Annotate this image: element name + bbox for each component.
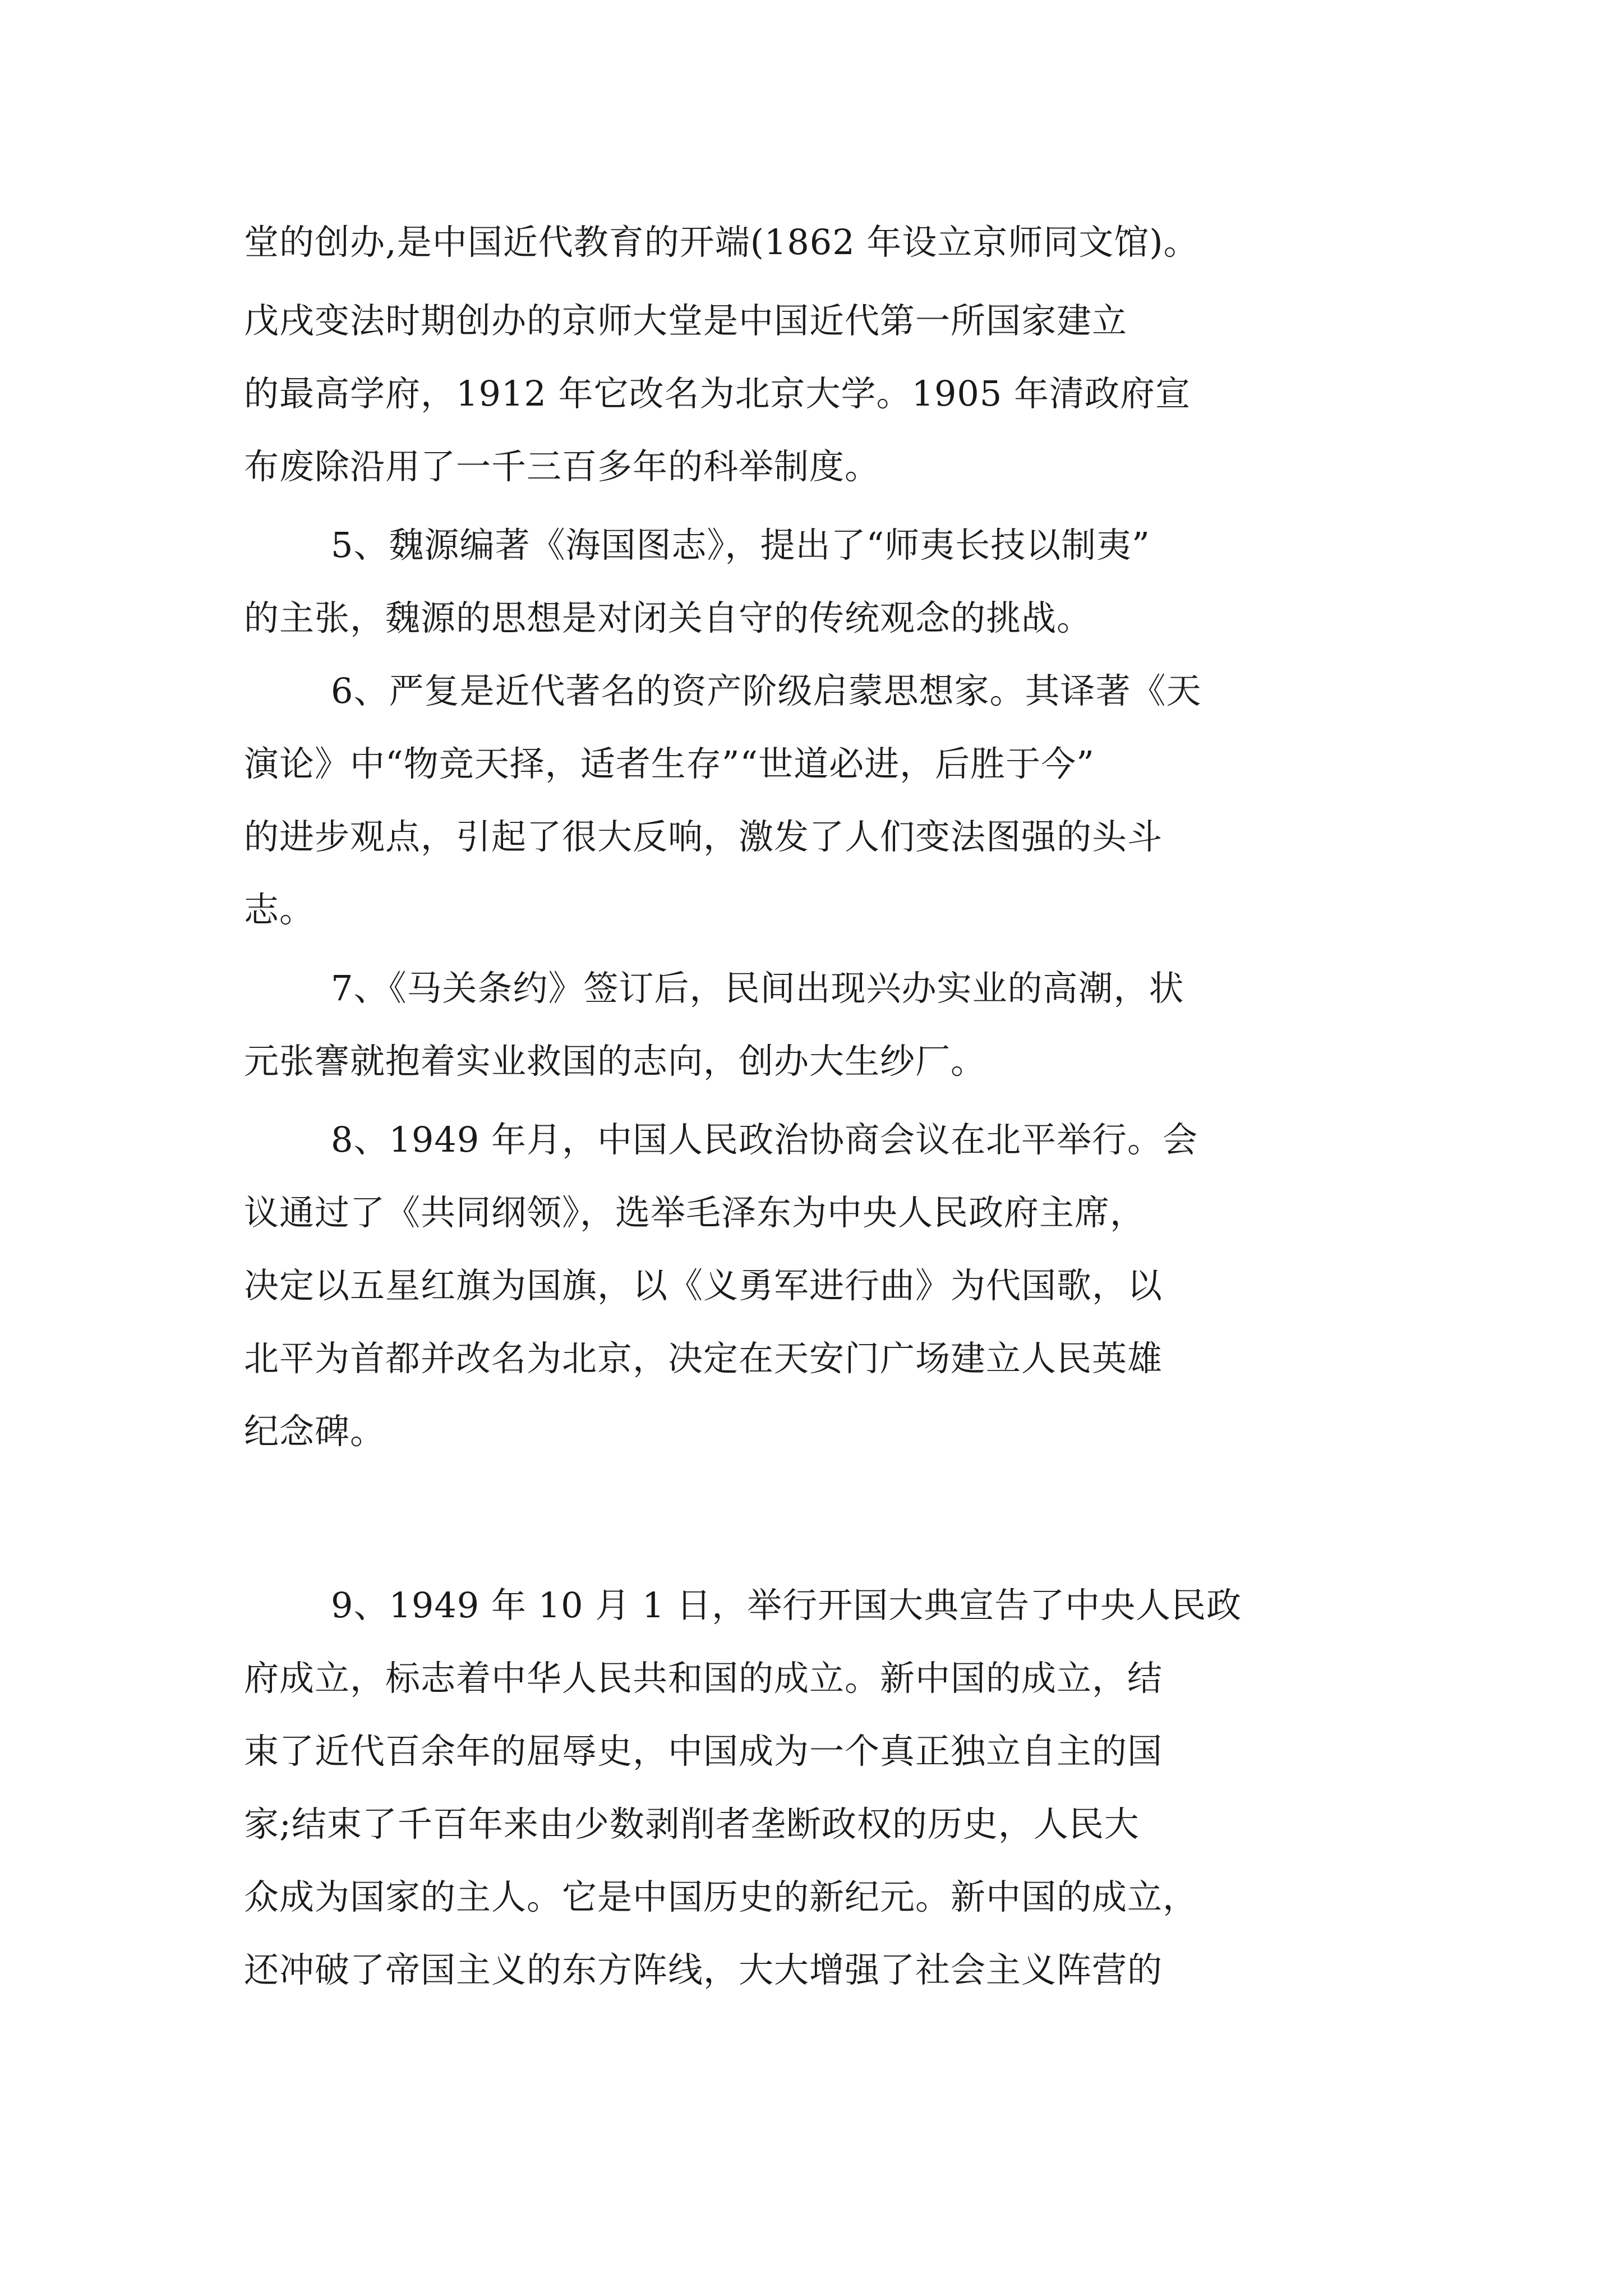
text-line: 府成立，标志着中华人民共和国的成立。新中国的成立，结 bbox=[244, 1658, 1163, 1699]
text-line: 还冲破了帝国主义的东方阵线，大大增强了社会主义阵营的 bbox=[244, 1949, 1163, 1990]
text-line: 元张謇就抱着实业救国的志向，创办大生纱厂。 bbox=[244, 1041, 986, 1082]
text-line: 纪念碑。 bbox=[244, 1411, 386, 1452]
text-line: 9、1949 年 10 月 1 日，举行开国大典宣告了中央人民政 bbox=[331, 1585, 1242, 1626]
text-line: 布废除沿用了一千三百多年的科举制度。 bbox=[244, 446, 880, 487]
text-line: 的进步观点，引起了很大反响，激发了人们变法图强的头斗 bbox=[244, 816, 1163, 857]
text-line: 堂的创办,是中国近代教育的开端(1862 年设立京师同文馆)。 bbox=[244, 222, 1199, 263]
text-line: 演论》中“物竞天择，适者生存”“世道必进，后胜于今” bbox=[244, 743, 1095, 784]
text-line: 8、1949 年月，中国人民政治协商会议在北平举行。会 bbox=[331, 1119, 1198, 1160]
text-line: 的主张，魏源的思想是对闭关自守的传统观念的挑战。 bbox=[244, 597, 1092, 638]
text-line: 议通过了《共同纲领》，选举毛泽东为中央人民政府主席， bbox=[244, 1192, 1146, 1233]
text-line: 众成为国家的主人。它是中国历史的新纪元。新中国的成立， bbox=[244, 1876, 1198, 1917]
text-line: 决定以五星红旗为国旗，以《义勇军进行曲》为代国歌，以 bbox=[244, 1265, 1163, 1306]
text-line: 7、《马关条约》签订后，民间出现兴办实业的高潮，状 bbox=[331, 968, 1184, 1009]
text-line: 志。 bbox=[244, 889, 315, 930]
text-line: 戊戌变法时期创办的京师大堂是中国近代第一所国家建立 bbox=[244, 300, 1128, 341]
text-line: 5、魏源编著《海国图志》，提出了“师夷长技以制夷” bbox=[331, 524, 1150, 565]
text-line: 北平为首都并改名为北京，决定在天安门广场建立人民英雄 bbox=[244, 1338, 1163, 1379]
text-line: 束了近代百余年的屈辱史，中国成为一个真正独立自主的国 bbox=[244, 1731, 1163, 1772]
text-line: 家;结束了千百年来由少数剥削者垄断政权的历史，人民大 bbox=[244, 1803, 1140, 1844]
text-line: 6、严复是近代著名的资产阶级启蒙思想家。其译著《天 bbox=[331, 670, 1202, 711]
text-line: 的最高学府，1912 年它改名为北京大学。1905 年清政府宣 bbox=[244, 373, 1191, 414]
